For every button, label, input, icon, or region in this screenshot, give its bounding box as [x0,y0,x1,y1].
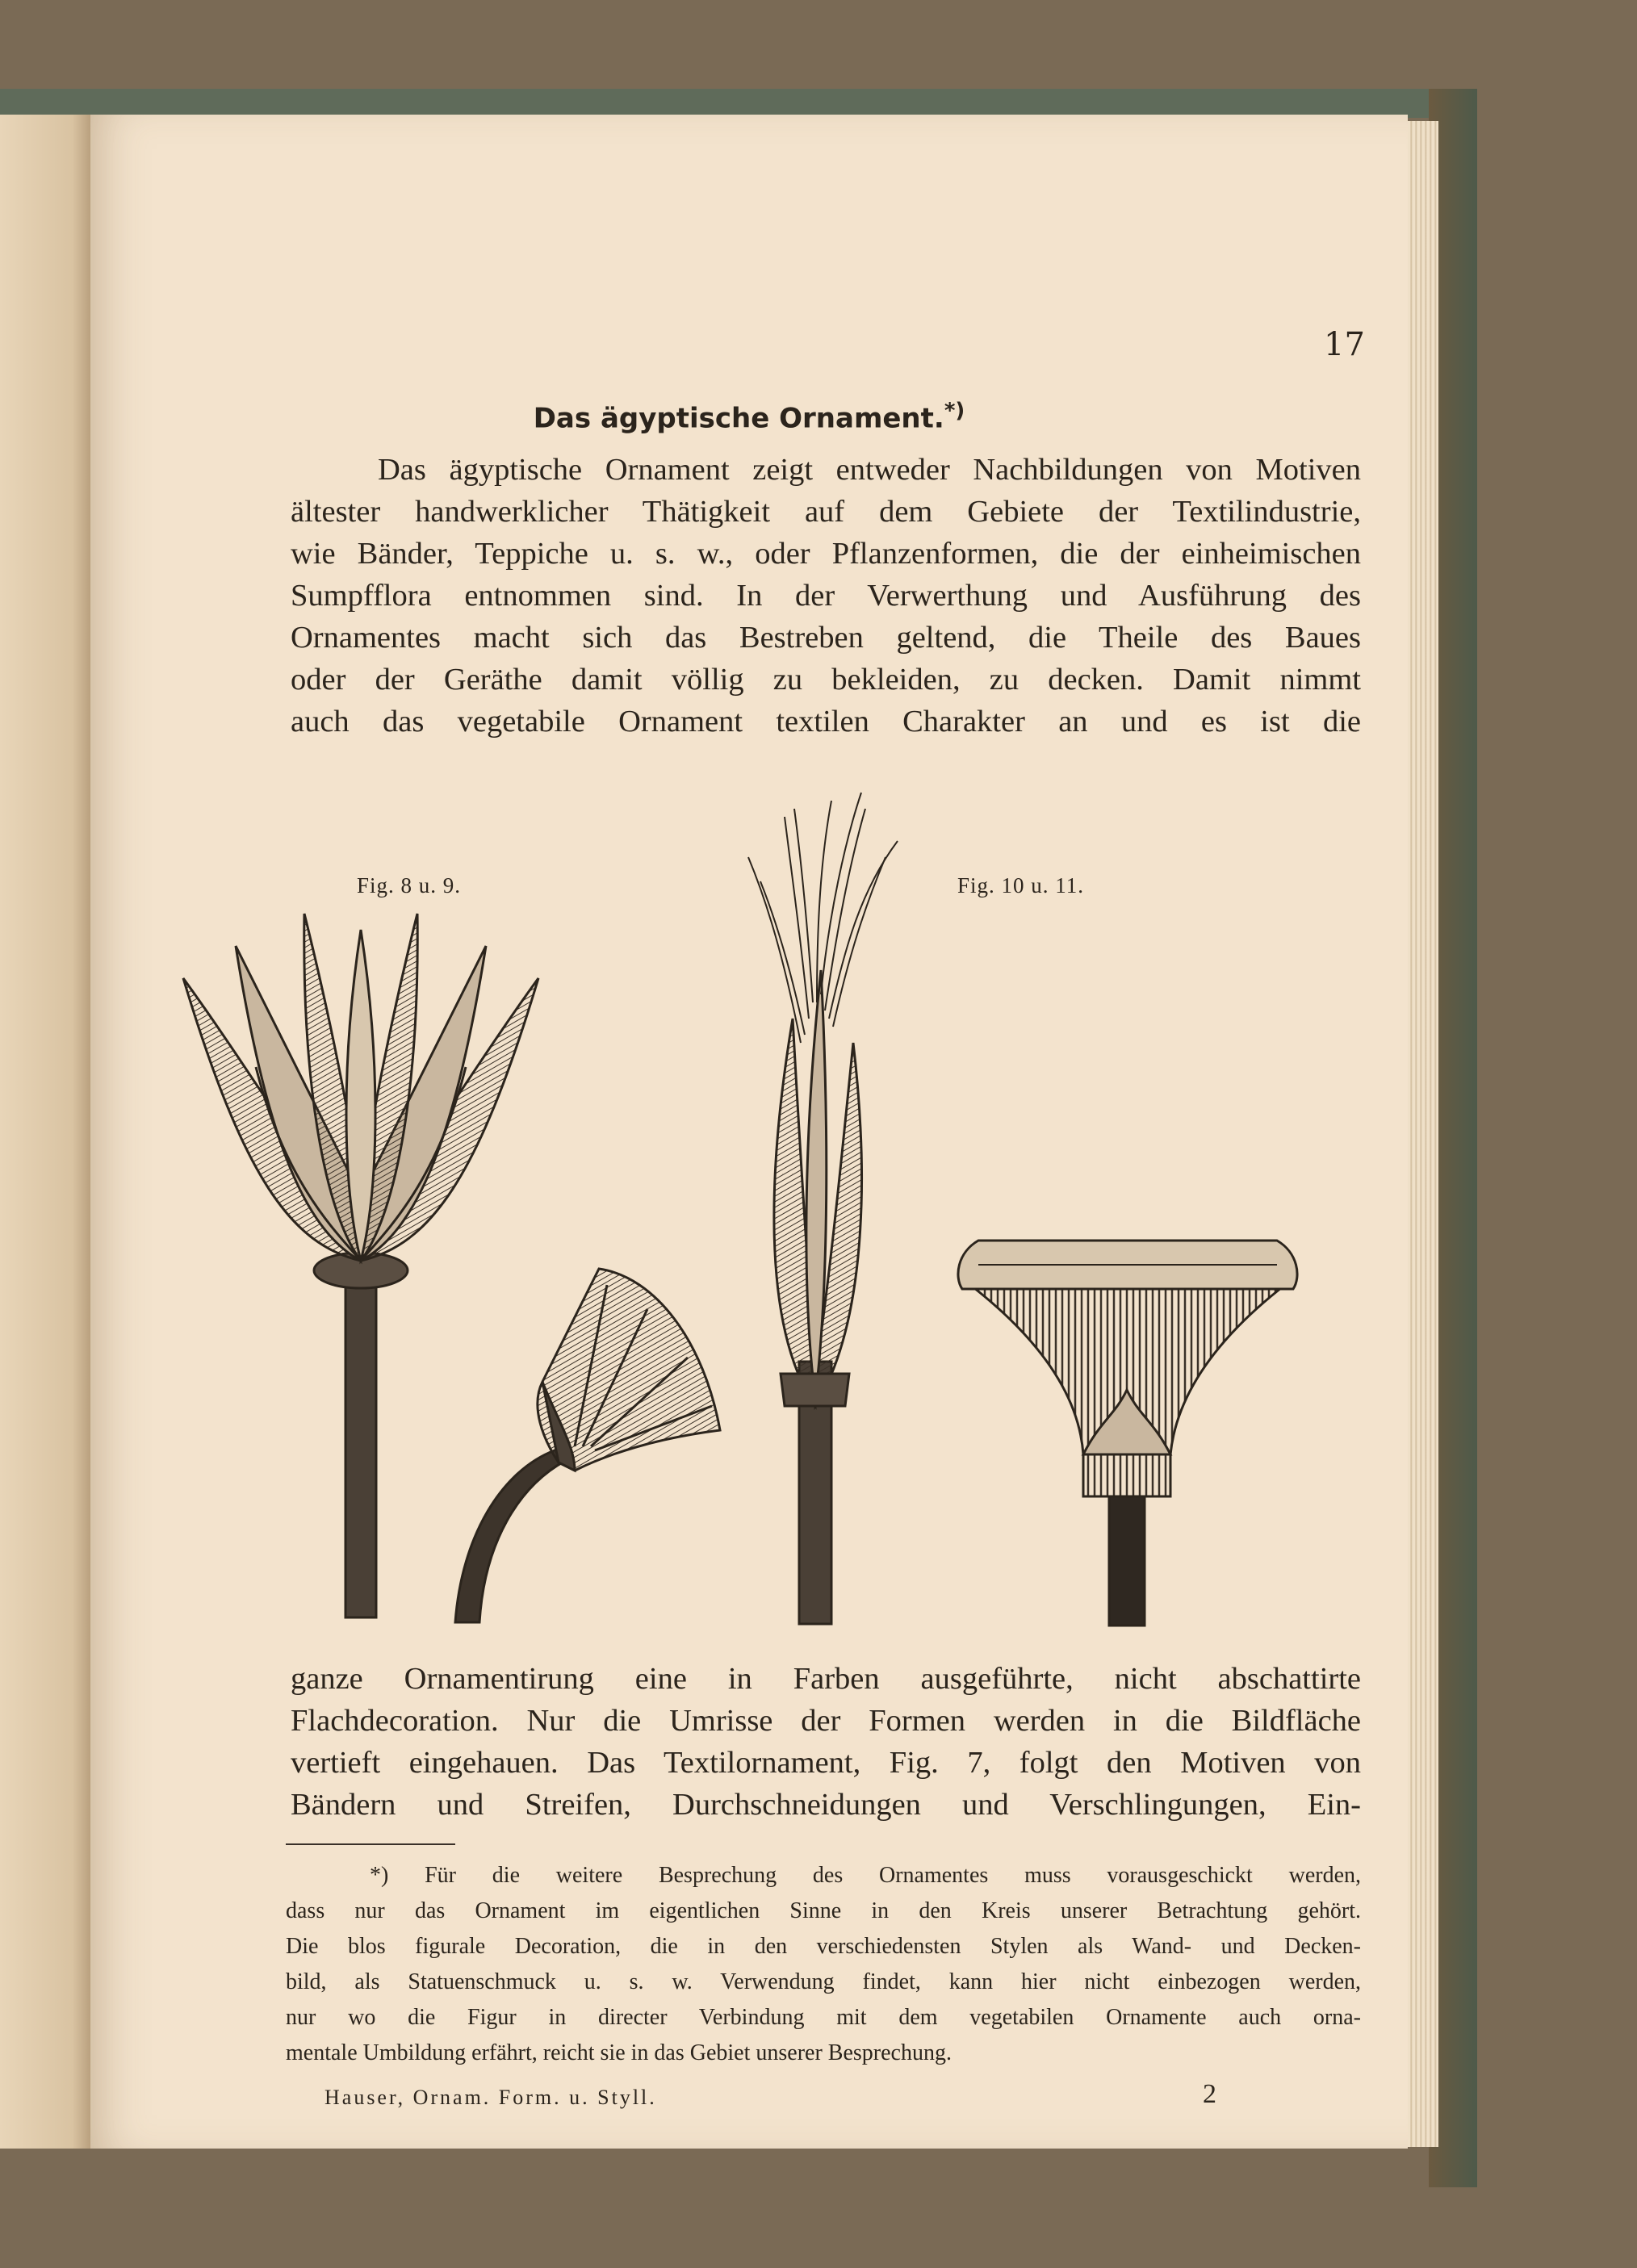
body-line: Flachdecoration. Nur die Umrisse der Formen werden in die Bildfläche [291,1704,1361,1738]
body-line: Sumpfflora entnommen sind. In der Verwerthung und Ausführung des [291,579,1361,613]
footnote-line: mentale Umbildung erfährt, reicht sie in das Gebiet unserer Besprechung. [286,2040,952,2065]
title-text: Das ägyptische Ornament. [533,402,944,435]
title-footnote-mark: *) [944,399,965,423]
figure-caption-left: Fig. 8 u. 9. [357,873,462,898]
printer-signature: Hauser, Ornam. Form. u. Styll. [324,2086,657,2109]
papyrus-bud-illustration [748,793,898,1624]
body-line: vertieft eingehauen. Das Textilornament, Fig. 7, folgt den Motiven von [291,1746,1361,1780]
footnote-rule [286,1843,455,1845]
footnote-line: nur wo die Figur in directer Verbindung mit dem vegetabilen Ornamente auch orna- [286,2005,1361,2030]
sheet-number: 2 [1203,2079,1216,2109]
body-line: Ornamentes macht sich das Bestreben geltend, die Theile des Baues [291,621,1361,655]
body-line: wie Bänder, Teppiche u. s. w., oder Pflanzenformen, die der einheimischen [291,537,1361,571]
page-number: 17 [1324,326,1365,363]
body-line: ältester handwerklicher Thätigkeit auf dem Gebiete der Textilindustrie, [291,495,1361,529]
facing-page-left [0,115,90,2149]
lotus-flower-illustration [183,914,538,1617]
body-line: auch das vegetabile Ornament textilen Charakter an und es ist die [291,705,1361,739]
body-line: oder der Geräthe damit völlig zu bekleiden, zu decken. Damit nimmt [291,663,1361,697]
papyrus-bell-illustration [455,1269,720,1622]
footnote-line: dass nur das Ornament im eigentlichen Sinne in den Kreis unserer Betrachtung gehört. [286,1898,1361,1923]
figure-caption-right: Fig. 10 u. 11. [957,873,1085,898]
footnote-line: bild, als Statuenschmuck u. s. w. Verwendung findet, kann hier nicht einbezogen werden, [286,1969,1361,1994]
footnote-line: Die blos figurale Decoration, die in den verschiedensten Stylen als Wand- und Decken- [286,1934,1361,1959]
body-line: ganze Ornamentirung eine in Farben ausgeführte, nicht abschattirte [291,1662,1361,1696]
footnote-line: *) Für die weitere Besprechung des Ornamentes muss vorausgeschickt werden, [370,1863,1361,1888]
body-line: Bändern und Streifen, Durchschneidungen und Verschlingungen, Ein- [291,1788,1361,1822]
book-cover-top [0,89,1477,118]
book-page [90,115,1408,2149]
body-line: Das ägyptische Ornament zeigt entweder Nachbildungen von Motiven [378,453,1361,487]
page-stack-edge [1408,121,1438,2147]
column-capital-illustration [958,1241,1297,1626]
